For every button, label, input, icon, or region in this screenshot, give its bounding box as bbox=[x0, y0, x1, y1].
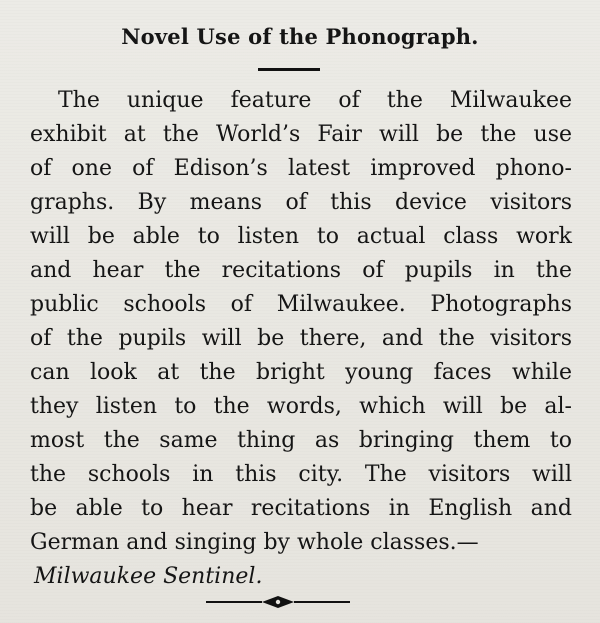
article-line-1: The unique feature of the Milwaukee bbox=[58, 88, 572, 113]
article-line-3: of one of Edison’s latest improved phono- bbox=[30, 156, 572, 181]
article-source: Milwaukee Sentinel. bbox=[34, 564, 263, 589]
article-line-4: graphs. By means of this device visitors bbox=[30, 190, 572, 215]
article-line-10: they listen to the words, which will be al- bbox=[30, 394, 572, 419]
article-line-7: public schools of Milwaukee. Photographs bbox=[30, 292, 572, 317]
article-line-9: can look at the bright young faces while bbox=[30, 360, 572, 385]
article-line-8: of the pupils will be there, and the visitors bbox=[30, 326, 572, 351]
ornament-graphic bbox=[204, 592, 352, 612]
article-line-11: most the same thing as bringing them to bbox=[30, 428, 572, 453]
article-headline: Novel Use of the Phonograph. bbox=[121, 24, 479, 49]
headline-rule bbox=[258, 68, 320, 71]
article-line-12: the schools in this city. The visitors will bbox=[30, 462, 572, 487]
article-line-5: will be able to listen to actual class work bbox=[30, 224, 572, 249]
article-line-13: be able to hear recitations in English and bbox=[30, 496, 572, 521]
article-line-6: and hear the recitations of pupils in the bbox=[30, 258, 572, 283]
article-line-14: German and singing by whole classes.— bbox=[30, 530, 479, 555]
article-body bbox=[30, 84, 572, 594]
decorative-dash-ornament bbox=[204, 592, 352, 612]
article-line-2: exhibit at the World’s Fair will be the use bbox=[30, 122, 572, 147]
